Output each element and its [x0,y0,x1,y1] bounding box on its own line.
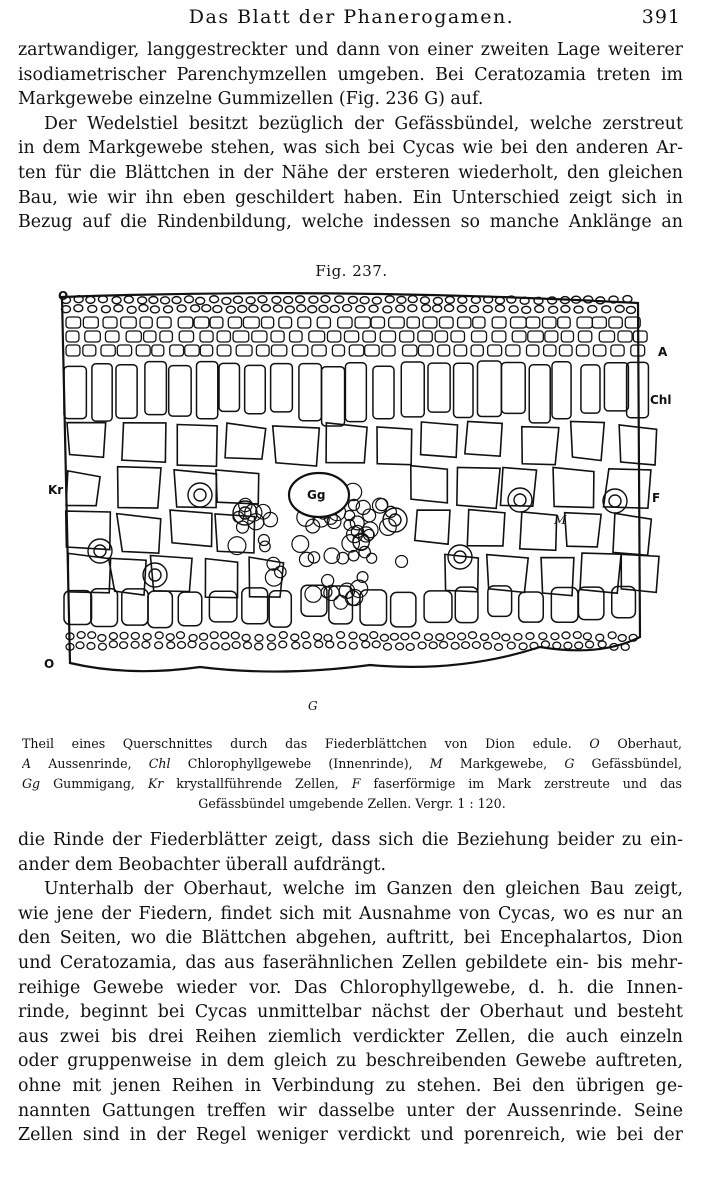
caption-key: Kr [147,776,164,791]
marker-chl: Chl [650,393,672,407]
caption-line [22,734,682,754]
text-block-top [18,38,683,235]
figure-label: Fig. 237. [315,262,388,280]
running-header [0,4,703,32]
cell-outline [621,644,629,651]
marker-f: F [652,491,661,505]
paragraph-3 [18,828,683,877]
text-line: ten für die Blättchen in der Nähe der ersteren wiederholt, den gleichen [18,162,683,183]
marker-m: M [554,513,567,527]
caption-text: krystallführende Zellen, [176,776,339,791]
text-line: Zellen sind in der Regel weniger verdickt und porenreich, wie bei der [18,1125,683,1146]
text-line: isodiametrischer Parenchymzellen umgeben. Bei Ceratozamia treten im [18,64,683,85]
text-line: ohne mit jenen Reihen in Verbindung zu stehen. Bei den übrigen ge- [18,1075,683,1096]
caption-key: M [429,756,443,771]
figure-cross-section [40,285,700,715]
caption-text: Theil eines Querschnittes durch das Fiederblättchen von Dion edule. [22,736,572,751]
caption-key: G [564,756,575,771]
caption-text: Gummigang, [53,776,135,791]
text-line: die Rinde der Fiederblätter zeigt, dass sich die Beziehung beider zu ein- [18,830,683,850]
caption-line [22,774,682,794]
caption-text: Markgewebe, [459,756,548,771]
marker-a: A [658,345,668,359]
caption-text: faserförmige im Mark zerstreute und das [373,776,682,791]
marker-o-top: O [58,289,69,303]
text-line: nannten Gattungen treffen wir dasselbe unter der Aussenrinde. Seine [18,1100,683,1121]
text-line: Der Wedelstiel besitzt bezüglich der Gefässbündel, welche zerstreut [44,113,683,134]
text-line: ander dem Beobachter überall aufdrängt. [18,854,387,875]
text-line: Markgewebe einzelne Gummizellen (Fig. 236 G) auf. [18,89,484,110]
cell-cross-section-drawing [40,285,660,715]
text-block-bottom [18,828,683,1148]
caption-text: Chlorophyllgewebe (Innenrinde), [187,756,413,771]
caption-text: Gefässbündel, [591,756,682,771]
caption-key: Chl [148,756,171,771]
text-line: aus zwei bis drei Reihen ziemlich verdickter Zellen, die auch einzeln [18,1026,683,1047]
text-line: reihige Gewebe wieder vor. Das Chlorophyllgewebe, d. h. die Innen- [18,977,683,998]
caption-key: Gg [22,776,41,791]
text-line: wie jene der Fiedern, findet sich mit Ausnahme von Cycas, wo es nur an [18,903,683,924]
caption-key: O [589,736,600,751]
text-line: rinde, beginnt bei Cycas unmittelbar nächst der Oberhaut und besteht [18,1002,683,1023]
paragraph-1 [18,38,683,112]
text-line: den Seiten, wo die Blättchen abgehen, auftritt, bei Encephalartos, Dion [18,928,683,949]
paragraph-4 [18,877,683,1148]
text-line: Bezug auf die Rindenbildung, welche indessen so manche Anklänge an [18,212,683,233]
marker-g: G [308,699,318,713]
text-line: Unterhalb der Oberhaut, welche im Ganzen den gleichen Bau zeigt, [44,879,683,900]
text-line: in dem Markgewebe stehen, was sich bei Cycas wie bei den anderen Ar- [18,138,683,159]
marker-kr: Kr [48,483,64,497]
caption-line: Gefässbündel umgebende Zellen. Vergr. 1 : 120. [198,796,506,811]
text-line: und Ceratozamia, das aus faserähnlichen Zellen gebildete ein- bis mehr- [18,952,683,973]
paragraph-2 [18,112,683,235]
caption-key: A [22,756,32,771]
text-line: Bau, wie wir ihn eben geschildert haben. Ein Unterschied zeigt sich in [18,187,683,208]
running-title: Das Blatt der Phanerogamen. [188,6,515,28]
page-number: 391 [641,6,681,28]
marker-o-bottom: O [44,657,55,671]
caption-text: Oberhaut, [617,736,682,751]
caption-text: Aussenrinde, [48,756,132,771]
text-line: oder gruppenweise in dem gleich zu beschreibenden Gewebe auftreten, [18,1051,683,1072]
text-line: zartwandiger, langgestreckter und dann von einer zweiten Lage weiterer [18,40,683,60]
figure-caption [22,734,682,814]
marker-gg: Gg [307,488,326,502]
caption-key: F [351,776,361,791]
caption-line [22,754,682,774]
